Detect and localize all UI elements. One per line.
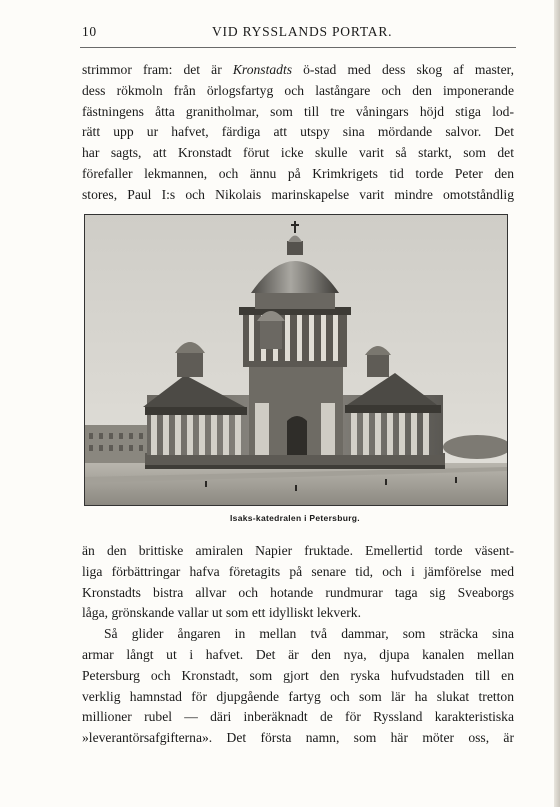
paragraph-top <box>82 60 514 206</box>
running-title: VID RYSSLANDS PORTAR. <box>212 24 393 39</box>
text-line: Petersburg och Kronstadt, som gjort den ryska hufvudstaden till en <box>82 667 514 683</box>
text-line: rätt upp ur hafvet, färdiga att utspy sina mördande salvor. Det <box>82 124 514 140</box>
cathedral-illustration <box>84 214 508 506</box>
text-line: har sagts, att Kronstadt förut icke skulle varit så starkt, som det <box>82 145 514 161</box>
text-line: Så glider ångaren in mellan två dammar, som sträcka sina <box>104 626 514 642</box>
text-line: dess rökmoln från örlogsfartyg och lastångare och den imponerande <box>82 82 514 98</box>
header-rule <box>80 47 516 48</box>
text-line: armar långt ut i hafvet. Det är den nya, djupa kanalen mellan <box>82 646 514 662</box>
text-line: än den brittiske amiralen Napier fruktade. Emellertid torde väsent- <box>82 543 514 558</box>
text-line: fästningens åtta granitholmar, som till tre våningars höjd stiga lod- <box>82 103 514 119</box>
text-line: »leverantörsafgifterna». Det första namn, som här möter oss, är <box>82 730 514 746</box>
paragraph-bottom <box>82 541 514 749</box>
text-line: Kronstadts bistra allvar och hotande rundmurar taga sig Sveaborgs <box>82 584 514 600</box>
figure-caption: Isaks-katedralen i Petersburg. <box>230 513 360 523</box>
text-line: strimmor fram: det är Kronstadts ö-stad med dess skog af master, <box>82 62 514 77</box>
text-line: millioner rubel — däri inberäknadt de för Ryssland karakteristiska <box>82 709 514 725</box>
text-line: förefaller lekmannen, och ännu på Krimkrigets tid torde Peter den <box>82 165 514 181</box>
page-edge <box>554 0 560 807</box>
text-line: stores, Paul I:s och Nikolais marinskapelse varit mindre omotståndlig <box>82 186 514 202</box>
italic-name: Kronstadts <box>232 62 293 77</box>
page-number: 10 <box>82 24 97 39</box>
text-line: liga förbättringar hafva företagits på senare tid, och i jämförelse med <box>82 563 514 579</box>
text-line: låga, grönskande vallar ut som ett idylliskt lekverk. <box>82 605 361 621</box>
cathedral-engraving <box>85 215 507 505</box>
running-head <box>82 24 516 44</box>
text-line: verklig hamnstad för djupgående fartyg och som lär ha slukat tretton <box>82 688 514 704</box>
